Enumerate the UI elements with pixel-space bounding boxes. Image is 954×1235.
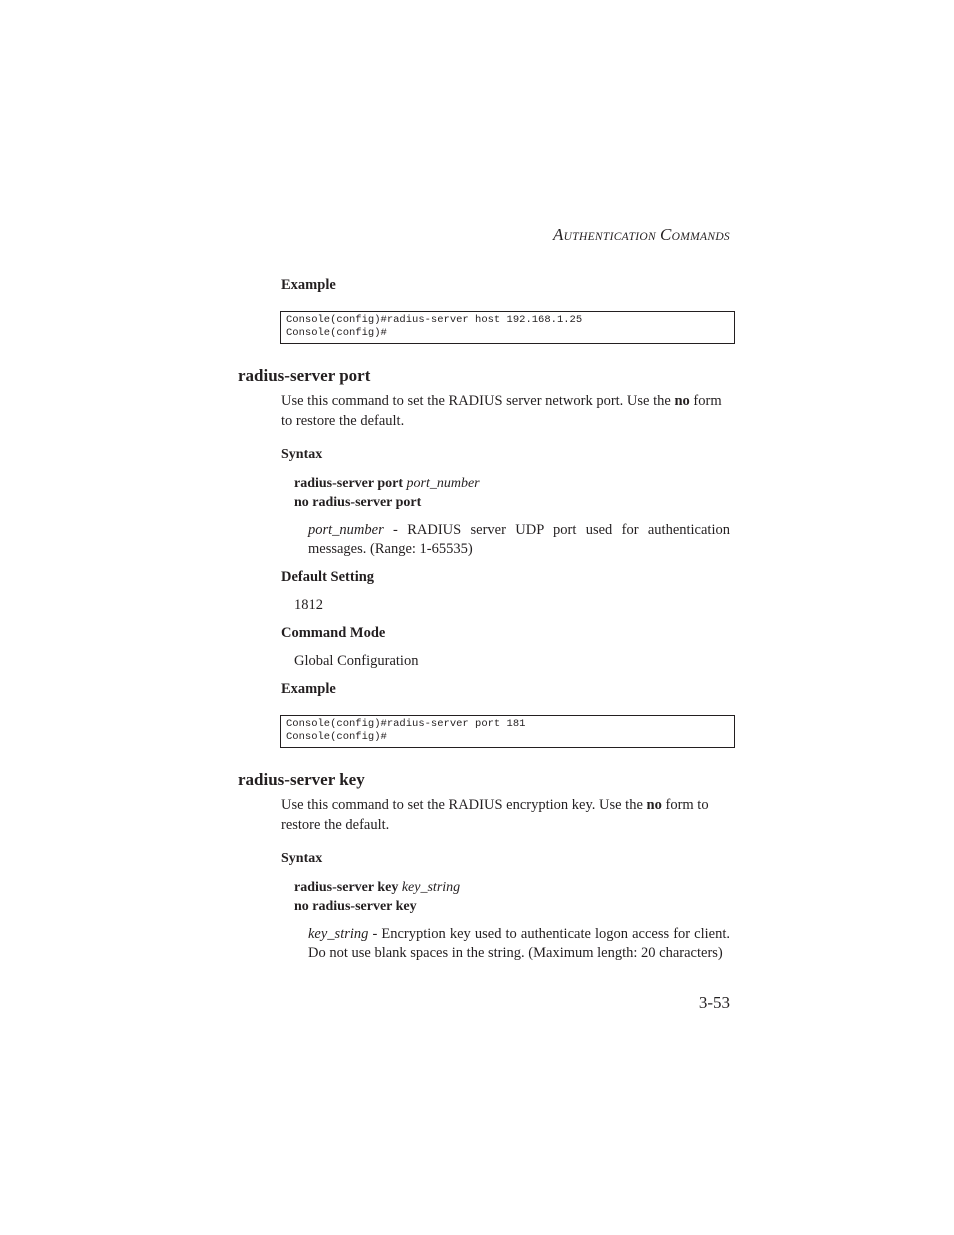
running-head-cap-1: A <box>552 225 564 244</box>
example-label-2: Example <box>281 681 336 697</box>
syntax-label-key: Syntax <box>281 851 323 866</box>
desc-no-keyword: no <box>646 797 662 813</box>
desc-text: Use this command to set the RADIUS server network port. Use the <box>281 393 675 409</box>
param-description: - RADIUS server UDP port used for authentication messages. (Range: 1-65535) <box>308 522 730 557</box>
command-mode-value: Global Configuration <box>294 653 419 669</box>
param-name: port_number <box>308 522 384 538</box>
syntax-parameter: key_string <box>401 880 461 895</box>
syntax-no-command: no radius-server key <box>294 899 417 914</box>
code-line: Console(config)#radius-server host 192.168.1.25 <box>286 314 583 326</box>
param-description: - Encryption key used to authenticate logon access for client. Do not use blank spaces in the string. (Maximum length: 20 characters) <box>308 926 730 961</box>
syntax-label-port: Syntax <box>281 447 323 462</box>
code-example-1 <box>280 311 735 344</box>
code-example-2 <box>280 715 735 748</box>
syntax-no-command: no radius-server port <box>294 495 422 510</box>
running-head <box>553 225 730 245</box>
desc-text: form to restore the default. <box>281 393 722 429</box>
param-name: key_string <box>308 926 369 942</box>
section-title-key: radius-server key <box>238 770 365 789</box>
code-line: Console(config)#radius-server port 181 <box>286 718 526 730</box>
code-line: Console(config)# <box>286 731 387 743</box>
desc-text: form to restore the default. <box>281 797 709 833</box>
port-description <box>281 391 730 431</box>
running-head-word-2: OMMANDS <box>671 231 730 243</box>
param-key-string <box>308 925 730 963</box>
code-line: Console(config)# <box>286 327 387 339</box>
command-mode-label: Command Mode <box>281 625 386 641</box>
syntax-command: radius-server port <box>294 476 403 491</box>
desc-text: Use this command to set the RADIUS encryption key. Use the <box>281 797 647 813</box>
example-label-1: Example <box>281 277 336 293</box>
section-title-port: radius-server port <box>238 366 371 385</box>
running-head-word-1: UTHENTICATION <box>563 231 656 243</box>
desc-no-keyword: no <box>674 393 690 409</box>
default-setting-value: 1812 <box>294 597 323 613</box>
syntax-key <box>294 878 460 916</box>
param-port-number <box>308 521 730 559</box>
page-number: 3-53 <box>698 993 730 1012</box>
default-setting-label: Default Setting <box>281 569 375 585</box>
syntax-parameter: port_number <box>406 476 480 491</box>
syntax-command: radius-server key <box>294 880 399 895</box>
running-head-cap-2: C <box>660 225 672 244</box>
key-description <box>281 795 730 835</box>
syntax-port <box>294 474 480 512</box>
